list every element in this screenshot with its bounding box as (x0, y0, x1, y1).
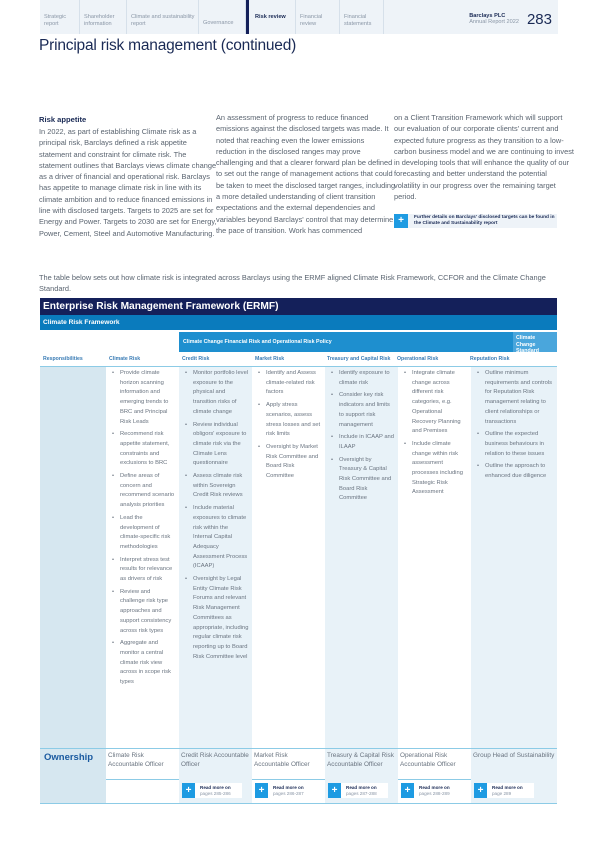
ownership-row (40, 748, 557, 780)
nav-tab-strategic-report[interactable]: Strategic report (40, 0, 80, 34)
column-header-row (40, 352, 557, 367)
bullet: • Include in ICAAP and ILAAP (339, 433, 395, 452)
read-more-reputation (471, 779, 557, 803)
bullet: • Review and challenge risk type approaches and support consistency across risk types (120, 588, 176, 637)
page-number: 283 (526, 10, 552, 28)
brand-subtitle: Annual Report 2022 (469, 19, 519, 25)
read-more-operational (398, 779, 471, 803)
further-details-text: Further details on Barclays' disclosed targets can be found in the Climate and Sustainability report (414, 215, 555, 226)
nav-tab-climate-sustainability[interactable]: Climate and sustainability report (127, 0, 199, 34)
plus-icon: + (182, 783, 195, 798)
read-more-row (40, 779, 557, 804)
read-more-empty-cell (106, 779, 179, 803)
header-treasury-capital-risk: Treasury and Capital Risk (327, 356, 391, 362)
bullet: • Include material exposures to climate risk within the Internal Capital Adequacy Assessment Process (ICAAP) (193, 504, 249, 572)
bullet: • Monitor portfolio level exposure to the physical and transition risks of climate change (193, 369, 249, 418)
bullet: • Include climate change within risk assessment processes including Strategic Risk Assessment (412, 440, 468, 498)
read-more-link[interactable] (255, 783, 315, 798)
table-intro-text: The table below sets out how climate risk is integrated across Barclays using the ERMF aligned Climate Risk Framework, CCFOR and the Climate Change Standard. (39, 273, 546, 293)
brand-name: Barclays PLC (469, 12, 506, 19)
bullet: • Oversight by Treasury & Capital Risk Committee and Board Risk Committee (339, 456, 395, 505)
owner-operational-risk: Operational Risk Accountable Officer (400, 752, 456, 768)
market-risk-column (252, 367, 325, 748)
read-more-treasury (325, 779, 398, 803)
ownership-label-cell (40, 749, 106, 779)
bullet: • Identify and Assess climate-related risk factors (266, 369, 322, 398)
bullet: • Assess climate risk within Sovereign Credit Risk reviews (193, 472, 249, 501)
read-more-link[interactable] (182, 783, 242, 798)
header-operational-risk: Operational Risk (397, 356, 439, 362)
read-more-pages: pages 285-286 (200, 790, 231, 796)
bullet: • Define areas of concern and recommend scenario analysis priorities (120, 472, 176, 511)
plus-icon: + (474, 783, 487, 798)
header-responsibilities: Responsibilities (43, 356, 83, 362)
header-climate-risk: Climate Risk (109, 356, 141, 362)
bullet: • Identify exposure to climate risk (339, 369, 395, 388)
bullet: • Interpret stress test results for relevance as drivers of risk (120, 556, 176, 585)
read-more-market (252, 779, 325, 803)
nav-tab-risk-review[interactable]: Risk review (246, 0, 296, 34)
bullet: • Review individual obligors' exposure to climate risk via the Climate Lens questionnaire (193, 421, 249, 470)
policy-header: Climate Change Financial Risk and Operational Risk Policy (179, 332, 513, 352)
brand-block (469, 0, 558, 34)
header-market-risk: Market Risk (255, 356, 285, 362)
read-more-empty-cell (40, 779, 106, 803)
nav-tab-financial-statements[interactable]: Financial statements (340, 0, 384, 34)
owner-market-risk: Market Risk Accountable Officer (254, 752, 310, 768)
risk-appetite-column-2 (216, 112, 396, 236)
read-more-link[interactable] (328, 783, 388, 798)
further-details-link[interactable] (394, 214, 557, 228)
read-more-pages: page 289 (492, 790, 512, 796)
owner-treasury-capital-risk: Treasury & Capital Risk Accountable Officer (325, 749, 398, 779)
bullet: • Outline the expected business behaviours in relation to these issues (485, 430, 554, 459)
operational-risk-column (398, 367, 471, 748)
plus-icon: + (255, 783, 268, 798)
header-reputation-risk: Reputation Risk (470, 356, 510, 362)
risk-appetite-column-1 (39, 114, 219, 239)
climate-risk-framework-header: Climate Risk Framework (40, 315, 557, 330)
read-more-pages: pages 287-288 (346, 790, 377, 796)
bullet: • Oversight by Legal Entity Climate Risk Forums and relevant Risk Management Committees as appropriate, including regular climate risk reporting up to Board Risk Committee level (193, 575, 249, 662)
responsibilities-cell (40, 367, 106, 748)
read-more-link[interactable] (401, 783, 461, 798)
risk-appetite-text-2: An assessment of progress to reduce financed emissions against the disclosed targets was made. It noted that reaching even the lower emissions reduction in the disclosed ranges may prove challenging and that a clearer forward plan be defined to set out the range of management actions that could be taken to meet the disclosed target ranges, including a more detailed understanding of client transition expectations and the external dependencies and variables beyond Barclays' control that may determine the pace of transition. Work has commenced (216, 113, 396, 235)
plus-icon: + (401, 783, 414, 798)
bullet: • Integrate climate change across different risk categories, e.g. Operational Recovery Planning and Premises (412, 369, 468, 437)
credit-risk-column (179, 367, 252, 748)
read-more-link[interactable] (474, 783, 534, 798)
bullet: • Outline minimum requirements and controls for Reputation Risk management relating to client relationships or transactions (485, 369, 554, 427)
treasury-capital-risk-column (325, 367, 398, 748)
ermf-header: Enterprise Risk Management Framework (ERMF) (40, 298, 557, 315)
nav-tab-financial-review[interactable]: Financial review (296, 0, 340, 34)
read-more-label: Read more on (492, 785, 523, 791)
bullet: • Provide climate horizon scanning information and emerging trends to BRC and Principal Risk Leads (120, 369, 176, 427)
read-more-pages: pages 288-289 (419, 790, 450, 796)
bullet: • Apply stress scenarios, assess stress losses and set risk limits (266, 401, 322, 440)
read-more-label: Read more on (273, 785, 304, 791)
header-credit-risk: Credit Risk (182, 356, 210, 362)
top-navigation (40, 0, 558, 34)
standard-header: Climate Change Standard (513, 332, 557, 352)
reputation-risk-column (471, 367, 557, 748)
bullet: • Consider key risk indicators and limits to support risk management (339, 391, 395, 430)
brand-text (469, 9, 519, 26)
bullet: • Outline the approach to enhanced due diligence (485, 462, 554, 481)
bullet: • Oversight by Market Risk Committee and Board Risk Committee (266, 443, 322, 482)
risk-appetite-text-1: In 2022, as part of establishing Climate risk as a principal risk, Barclays defined a risk appetite statement and constraint for climate risk. The statement outlines that Barclays views climate change as a driver of financial and operational risk. Barclays has appetite to manage climate risk in line with its climate ambition and to reduce financed emissions in line with disclosed targets. Targets to 2025 are set for Energy and Power. Targets to 2030 are set for Energy, Power, Cement, Steel and Automotive Manufacturing. (39, 127, 217, 238)
climate-risk-column (106, 367, 179, 748)
read-more-label: Read more on (200, 785, 231, 791)
page-title: Principal risk management (continued) (39, 37, 297, 54)
read-more-credit (179, 779, 252, 803)
risk-appetite-column-3 (394, 112, 574, 202)
owner-reputation-risk: Group Head of Sustainability (471, 749, 557, 779)
read-more-pages: pages 286-287 (273, 790, 304, 796)
bullet: • Recommend risk appetite statement, constraints and exclusions to BRC (120, 430, 176, 469)
risk-appetite-heading: Risk appetite (39, 115, 87, 124)
ownership-label: Ownership (44, 752, 94, 763)
plus-icon: + (328, 783, 341, 798)
read-more-label: Read more on (419, 785, 450, 791)
nav-tab-shareholder-information[interactable]: Shareholder information (80, 0, 127, 34)
bullet: • Lead the development of climate-specific risk methodologies (120, 514, 176, 553)
owner-climate-risk: Climate Risk Accountable Officer (108, 752, 164, 768)
owner-credit-risk: Credit Risk Accountable Officer (179, 749, 252, 779)
nav-tab-governance[interactable]: Governance (199, 0, 246, 34)
bullet: • Aggregate and monitor a central climate risk view across in scope risk types (120, 639, 176, 688)
read-more-label: Read more on (346, 785, 377, 791)
plus-icon: + (394, 214, 408, 228)
risk-appetite-text-3: on a Client Transition Framework which will support our evaluation of our corporate clients' current and expected future progress as they transition to a low-carbon business model and we are continuing to invest in developing tools that will enhance the quality of our forecasting and better understand the potential volatility in our progress over the remaining target period. (394, 113, 574, 202)
